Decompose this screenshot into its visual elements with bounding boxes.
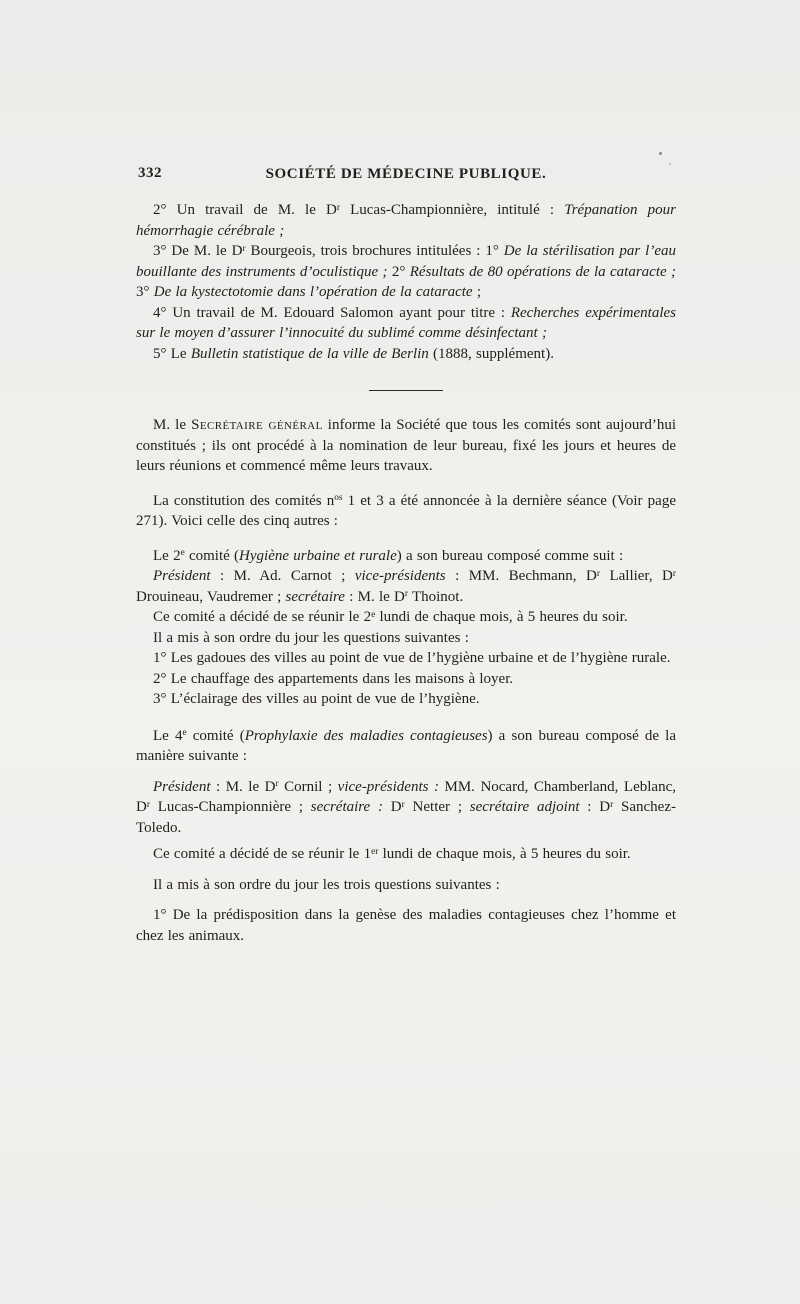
paragraph-constitution-comites: La constitution des comités $n^{os}$ 1 et 3 a été annoncée à la dernière séance (Voir page 271). Voici celle des cinq autres :: [136, 492, 676, 529]
paragraph-comite-4-ordre-du-jour: Il a mis à son ordre du jour les trois questions suivantes :: [153, 876, 500, 893]
paragraph-comite-4-bureau: Président : M. le $D^r$ Cornil ; vice-présidents : MM. Nocard, Chamberland, Leblanc, $D^r$ Lucas-Championnière ; secrétaire : $D^r$ Netter ; secrétaire adjoint : $D^r$ Sanchez-Toledo.: [136, 778, 676, 836]
paragraph-comite-4-question-1: 1° De la prédisposition dans la genèse des maladies contagieuses chez l’homme et chez les animaux.: [136, 907, 676, 944]
paragraph-comite-2-bureau: Président : M. Ad. Carnot ; vice-présidents : MM. Bechmann, $D^r$ Lallier, $D^r$ Drouineau, Vaudremer ; secrétaire : M. le $D^r$ Thoinot.: [136, 568, 676, 605]
paragraph-secretaire-general: M. le Secrétaire général informe la Société que tous les comités sont aujourd’hui constitués ; ils ont procédé à la nomination de leur bureau, fixé les jours et heures de leurs réunions et commencé même leurs travaux.: [136, 417, 676, 474]
scan-speck: [659, 152, 662, 155]
text-column: [136, 165, 676, 946]
paragraph-comite-2-intro: Le 2e comité (Hygiène urbaine et rurale) a son bureau composé comme suit :: [153, 547, 624, 564]
page-title: SOCIÉTÉ DE MÉDECINE PUBLIQUE.: [265, 166, 547, 182]
paragraph-comite-2-ordre-du-jour: Il a mis à son ordre du jour les questions suivantes :: [153, 629, 469, 646]
paragraph-item-3: 3° De M. le $D^r$ Bourgeois, trois brochures intitulées : 1° De la stérilisation par l’eau bouillante des instruments d’oculistique ; 2° Résultats de 80 opérations de la cataracte ; 3° De la kystectotomie dans l’opération de la cataracte ;: [136, 243, 677, 300]
page-header: [136, 165, 676, 186]
paragraph-item-4: 4° Un travail de M. Edouard Salomon ayant pour titre : Recherches expérimentales sur le moyen d’assurer l’innocuité du sublimé comme désinfectant ;: [136, 304, 676, 341]
section-divider: [369, 390, 443, 391]
paragraph-comite-2-question-1: 1° Les gadoues des villes au point de vue de l’hygiène urbaine et de l’hygiène rurale.: [153, 650, 671, 666]
page-number: 332: [138, 165, 162, 181]
paragraph-comite-4-reunion: Ce comité a décidé de se réunir le 1er lundi de chaque mois, à 5 heures du soir.: [153, 846, 631, 862]
paragraph-item-2: 2° Un travail de M. le $D^r$ Lucas-Championnière, intitulé : Trépanation pour hémorrhagie cérébrale ;: [136, 202, 677, 239]
paragraph-comite-2-question-3: 3° L’éclairage des villes au point de vue de l’hygiène.: [153, 691, 480, 707]
paragraph-comite-2-question-2: 2° Le chauffage des appartements dans les maisons à loyer.: [153, 670, 514, 687]
paragraph-item-5: 5° Le Bulletin statistique de la ville de Berlin (1888, supplément).: [153, 345, 554, 362]
paragraph-comite-4-intro: Le 4e comité (Prophylaxie des maladies contagieuses) a son bureau composé de la manière suivante :: [136, 727, 676, 764]
paragraph-comite-2-reunion: Ce comité a décidé de se réunir le 2e lundi de chaque mois, à 5 heures du soir.: [153, 609, 628, 625]
